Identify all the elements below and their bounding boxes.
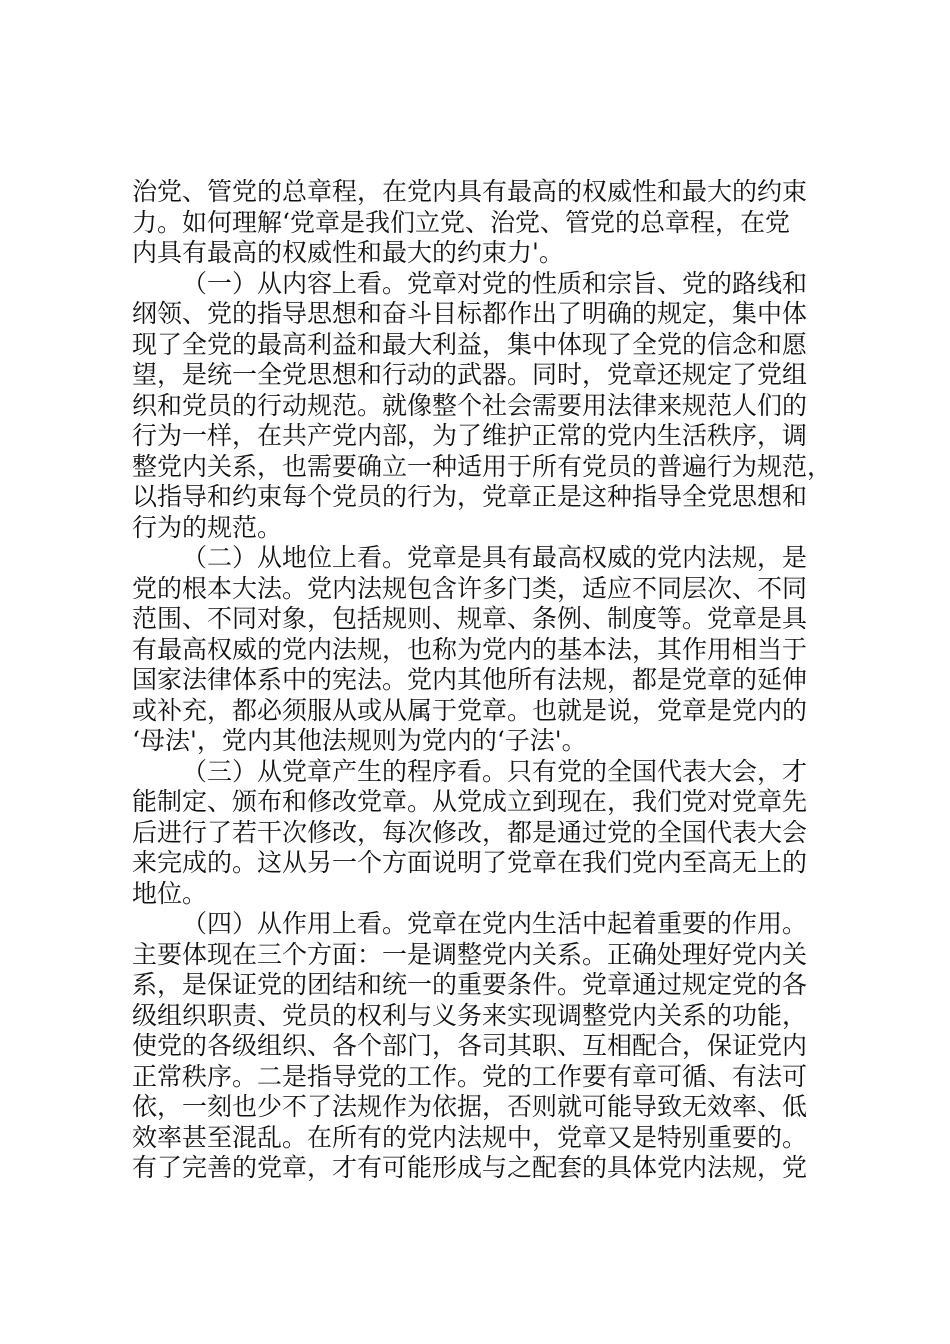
paragraph-start-line: （一）从内容上看。党章对党的性质和宗旨、党的路线和 bbox=[182, 268, 808, 298]
paragraph-start-line: （四）从作用上看。党章在党内生活中起着重要的作用。 bbox=[182, 909, 808, 938]
text-line: 范围、不同对象，包括规则、规章、条例、制度等。党章是具 bbox=[132, 604, 808, 633]
text-line: 来完成的。这从另一个方面说明了党章在我们党内至高无上的 bbox=[132, 848, 808, 877]
text-line: 效率甚至混乱。在所有的党内法规中，党章又是特别重要的。 bbox=[132, 1122, 808, 1152]
text-line: 国家法律体系中的宪法。党内其他所有法规，都是党章的延伸 bbox=[132, 665, 808, 694]
text-line: 行为一样，在共产党内部，为了维护正常的党内生活秩序，调 bbox=[132, 421, 808, 450]
document-body bbox=[132, 177, 832, 1184]
text-line: 主要体现在三个方面：一是调整党内关系。正确处理好党内关 bbox=[132, 939, 808, 969]
text-line: 党的根本大法。党内法规包含许多门类，适应不同层次、不同 bbox=[132, 573, 808, 603]
text-line: 有了完善的党章，才有可能形成与之配套的具体党内法规，党 bbox=[132, 1153, 808, 1182]
text-line: 后进行了若干次修改，每次修改，都是通过党的全国代表大会 bbox=[132, 817, 808, 847]
text-line: 能制定、颁布和修改党章。从党成立到现在，我们党对党章先 bbox=[132, 787, 808, 816]
paragraph-start-line: （二）从地位上看。党章是具有最高权威的党内法规，是 bbox=[182, 543, 808, 572]
text-line: 级组织职责、党员的权利与义务来实现调整党内关系的功能， bbox=[132, 1000, 808, 1030]
text-line: 行为的规范。 bbox=[132, 512, 283, 542]
text-line: 现了全党的最高利益和最大利益，集中体现了全党的信念和愿 bbox=[132, 329, 808, 359]
text-line: 系，是保证党的团结和统一的重要条件。党章通过规定党的各 bbox=[132, 970, 808, 999]
paragraph-start-line: （三）从党章产生的程序看。只有党的全国代表大会，才 bbox=[182, 756, 808, 786]
text-line: 或补充，都必须服从或从属于党章。也就是说，党章是党内的 bbox=[132, 695, 808, 725]
text-line: 治党、管党的总章程，在党内具有最高的权威性和最大的约束 bbox=[132, 177, 808, 206]
text-line: 织和党员的行动规范。就像整个社会需要用法律来规范人们的 bbox=[132, 390, 808, 420]
text-line: 地位。 bbox=[132, 878, 208, 908]
text-line: 纲领、党的指导思想和奋斗目标都作出了明确的规定，集中体 bbox=[132, 299, 808, 328]
text-line: 依，一刻也少不了法规作为依据，否则就可能导致无效率、低 bbox=[132, 1092, 808, 1121]
text-line: 有最高权威的党内法规，也称为党内的基本法，其作用相当于 bbox=[132, 634, 808, 664]
text-line: 使党的各级组织、各个部门，各司其职、互相配合，保证党内 bbox=[132, 1031, 808, 1060]
text-line: 内具有最高的权威性和最大的约束力'。 bbox=[132, 238, 564, 267]
text-line: ‘母法'，党内其他法规则为党内的‘子法'。 bbox=[132, 726, 587, 755]
text-line: 以指导和约束每个党员的行为，党章正是这种指导全党思想和 bbox=[132, 482, 808, 511]
text-line: 正常秩序。二是指导党的工作。党的工作要有章可循、有法可 bbox=[132, 1061, 808, 1091]
text-line: 整党内关系，也需要确立一种适用于所有党员的普遍行为规范， bbox=[132, 451, 833, 481]
text-line: 力。如何理解‘党章是我们立党、治党、管党的总章程，在党 bbox=[132, 207, 790, 237]
text-line: 望，是统一全党思想和行动的武器。同时，党章还规定了党组 bbox=[132, 360, 808, 389]
